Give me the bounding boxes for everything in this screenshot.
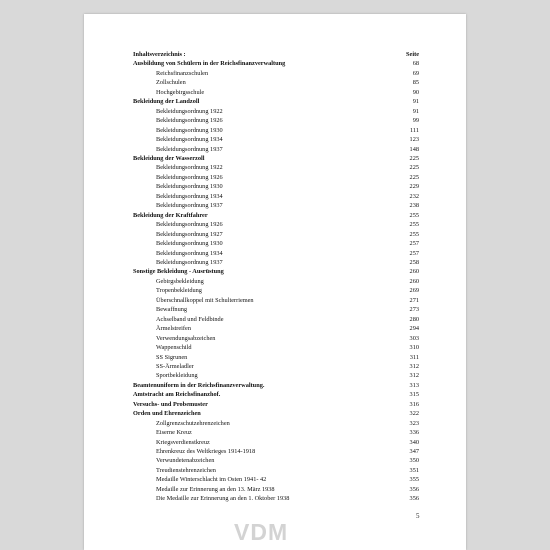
toc-subentry — [133, 230, 419, 239]
toc-subentry — [133, 419, 419, 428]
toc-entry-label: Sonstige Bekleidung - Ausrüstung — [133, 268, 224, 276]
toc-subentry — [133, 116, 419, 125]
toc-entry-page: 273 — [409, 306, 419, 314]
toc-entry-page: 68 — [412, 60, 419, 68]
toc-section-entry — [133, 59, 419, 68]
toc-entry-page: 355 — [409, 476, 419, 484]
toc-entry-label: Reichsfinanzschulen — [156, 69, 209, 77]
toc-entry-page: 356 — [409, 485, 419, 493]
toc-subentry — [133, 466, 419, 475]
toc-subentry — [133, 145, 419, 154]
toc-entry-label: SS Sigrunen — [156, 353, 188, 361]
toc-entry-label: Bekleidungsordnung 1926 — [156, 173, 223, 181]
page-number: 5 — [416, 512, 420, 520]
toc-subentry — [133, 447, 419, 456]
toc-entry-page: 323 — [409, 419, 419, 427]
toc-entry-label: Die Medaille zur Erinnerung an den 1. Oktober 1938 — [156, 495, 290, 503]
toc-section-entry — [133, 390, 419, 399]
toc-entry-page: 303 — [409, 334, 419, 342]
toc-subentry — [133, 362, 419, 371]
toc-entry-label: Medaille Winterschlacht im Osten 1941- 42 — [156, 476, 267, 484]
toc-entry-page: 229 — [409, 183, 419, 191]
toc-subentry — [133, 353, 419, 362]
toc-entry-label: Zollschulen — [156, 79, 186, 87]
toc-entry-page: 257 — [409, 240, 419, 248]
toc-entry-page: 260 — [409, 268, 419, 276]
toc-section-entry — [133, 97, 419, 106]
toc-entry-label: Bekleidung der Landzoll — [133, 98, 200, 106]
toc-section-entry — [133, 154, 419, 163]
toc-entry-page: 312 — [409, 362, 419, 370]
toc-entry-label: Bekleidungsordnung 1930 — [156, 183, 223, 191]
toc-entry-label: Kriegsverdienstkreuz — [156, 438, 210, 446]
toc-entry-label: Hochgebirgsschule — [156, 88, 205, 96]
toc-entry-page: 232 — [409, 192, 419, 200]
toc-entry-page: 90 — [412, 88, 419, 96]
toc-entry-page: 85 — [412, 79, 419, 87]
toc-entry-page: 225 — [409, 164, 419, 172]
toc-subentry — [133, 126, 419, 135]
toc-subentry — [133, 475, 419, 484]
toc-entry-page: 351 — [409, 466, 419, 474]
toc-entry-page: 315 — [409, 391, 419, 399]
toc-entry-label: Bekleidungsordnung 1926 — [156, 221, 223, 229]
toc-subentry — [133, 258, 419, 267]
toc-entry-label: Bekleidung der Wasserzoll — [133, 154, 205, 162]
toc-entry-page: 312 — [409, 372, 419, 380]
toc-subentry — [133, 286, 419, 295]
document-page — [84, 14, 466, 550]
toc-subentry — [133, 163, 419, 172]
toc-entry-label: Bewaffnung — [156, 306, 188, 314]
toc-subentry — [133, 78, 419, 87]
toc-entry-page: 111 — [410, 126, 419, 134]
toc-section-entry — [133, 267, 419, 276]
toc-subentry — [133, 173, 419, 182]
toc-subentry — [133, 371, 419, 380]
toc-header — [133, 50, 419, 59]
toc-entry-label: Bekleidungsordnung 1930 — [156, 240, 223, 248]
toc-entry-label: Gebirgsbekleidung — [156, 277, 204, 285]
toc-entry-page: 255 — [409, 230, 419, 238]
toc-section-entry — [133, 409, 419, 418]
toc-entry-page: 258 — [409, 258, 419, 266]
toc-entry-label: Beamtenuniform in der Reichsfinanzverwaltung. — [133, 381, 265, 389]
toc-subentry — [133, 485, 419, 494]
toc-entry-page: 350 — [409, 457, 419, 465]
toc-entry-label: Ehrenkreuz des Weltkrieges 1914-1918 — [156, 448, 256, 456]
toc-subentry — [133, 69, 419, 78]
toc-entry-page: 294 — [409, 325, 419, 333]
toc-entry-label: Überschnallkoppel mit Schulterriemen — [156, 296, 254, 304]
toc-entry-page: 260 — [409, 277, 419, 285]
toc-entry-page: 322 — [409, 410, 419, 418]
toc-subentry — [133, 88, 419, 97]
toc-entry-label: Eiserne Kreuz — [156, 429, 192, 437]
toc-subentry — [133, 305, 419, 314]
toc-title: Inhaltsverzeichnis : — [133, 51, 186, 58]
toc-entry-page: 123 — [409, 136, 419, 144]
toc-entry-label: Amtstracht am Reichsfinanzhof. — [133, 391, 221, 399]
toc-entry-page: 91 — [412, 98, 419, 106]
toc-entry-label: Orden und Ehrenzeichen — [133, 410, 201, 418]
toc-entries — [133, 59, 419, 503]
toc-entry-label: Wappenschild — [156, 344, 192, 352]
toc-page-column-label: Seite — [406, 51, 419, 58]
toc-subentry — [133, 277, 419, 286]
toc-entry-page: 91 — [412, 107, 419, 115]
table-of-contents — [133, 50, 419, 504]
toc-subentry — [133, 428, 419, 437]
toc-entry-label: Bekleidungsordnung 1934 — [156, 192, 223, 200]
toc-entry-label: Verwendungsabzeichen — [156, 334, 216, 342]
toc-subentry — [133, 334, 419, 343]
toc-entry-page: 271 — [409, 296, 419, 304]
toc-subentry — [133, 296, 419, 305]
toc-entry-label: Ausbildung von Schülern in der Reichsfinanzverwaltung — [133, 60, 286, 68]
toc-entry-label: Versuchs- und Probemuster — [133, 400, 208, 408]
toc-subentry — [133, 249, 419, 258]
toc-entry-page: 148 — [409, 145, 419, 153]
toc-entry-page: 99 — [412, 117, 419, 125]
toc-entry-label: Treudienstehrenzeichen — [156, 466, 216, 474]
toc-entry-label: Zollgrenzschutzehrenzeichen — [156, 419, 230, 427]
toc-subentry — [133, 315, 419, 324]
toc-subentry — [133, 135, 419, 144]
toc-section-entry — [133, 211, 419, 220]
toc-entry-label: Bekleidungsordnung 1934 — [156, 249, 223, 257]
toc-subentry — [133, 343, 419, 352]
toc-subentry — [133, 192, 419, 201]
toc-subentry — [133, 456, 419, 465]
toc-entry-page: 316 — [409, 400, 419, 408]
toc-entry-label: Bekleidungsordnung 1922 — [156, 164, 223, 172]
toc-entry-label: Medaille zur Erinnerung an den 13. März 1938 — [156, 485, 275, 493]
toc-entry-page: 313 — [409, 381, 419, 389]
toc-entry-page: 336 — [409, 429, 419, 437]
toc-entry-label: Verwundetenabzeichen — [156, 457, 215, 465]
toc-entry-label: Bekleidung der Kraftfahrer — [133, 211, 208, 219]
toc-entry-page: 311 — [409, 353, 419, 361]
toc-entry-label: Bekleidungsordnung 1934 — [156, 136, 223, 144]
toc-entry-label: SS-Ärmeladler — [156, 362, 194, 370]
toc-entry-label: Achselband und Feldbinde — [156, 315, 224, 323]
watermark-logo: VDM — [234, 519, 289, 545]
toc-section-entry — [133, 381, 419, 390]
toc-entry-label: Ärmelstreifen — [156, 325, 191, 333]
toc-section-entry — [133, 400, 419, 409]
toc-entry-page: 347 — [409, 448, 419, 456]
toc-entry-label: Bekleidungsordnung 1937 — [156, 258, 223, 266]
toc-entry-page: 340 — [409, 438, 419, 446]
toc-entry-page: 269 — [409, 287, 419, 295]
toc-entry-label: Bekleidungsordnung 1926 — [156, 117, 223, 125]
toc-entry-label: Tropenbekleidung — [156, 287, 202, 295]
toc-entry-label: Bekleidungsordnung 1937 — [156, 202, 223, 210]
toc-entry-label: Bekleidungsordnung 1937 — [156, 145, 223, 153]
toc-subentry — [133, 220, 419, 229]
toc-entry-page: 356 — [409, 495, 419, 503]
toc-entry-page: 280 — [409, 315, 419, 323]
toc-entry-label: Bekleidungsordnung 1922 — [156, 107, 223, 115]
toc-entry-label: Sportbekleidung — [156, 372, 198, 380]
toc-subentry — [133, 107, 419, 116]
toc-entry-page: 69 — [412, 69, 419, 77]
toc-entry-page: 255 — [409, 221, 419, 229]
toc-entry-page: 257 — [409, 249, 419, 257]
toc-entry-page: 225 — [409, 173, 419, 181]
toc-subentry — [133, 201, 419, 210]
toc-entry-page: 225 — [409, 154, 419, 162]
toc-subentry — [133, 494, 419, 503]
toc-subentry — [133, 182, 419, 191]
toc-subentry — [133, 324, 419, 333]
toc-entry-label: Bekleidungsordnung 1927 — [156, 230, 223, 238]
toc-entry-page: 238 — [409, 202, 419, 210]
toc-entry-page: 255 — [409, 211, 419, 219]
toc-entry-page: 310 — [409, 344, 419, 352]
toc-entry-label: Bekleidungsordnung 1930 — [156, 126, 223, 134]
toc-subentry — [133, 239, 419, 248]
toc-subentry — [133, 438, 419, 447]
